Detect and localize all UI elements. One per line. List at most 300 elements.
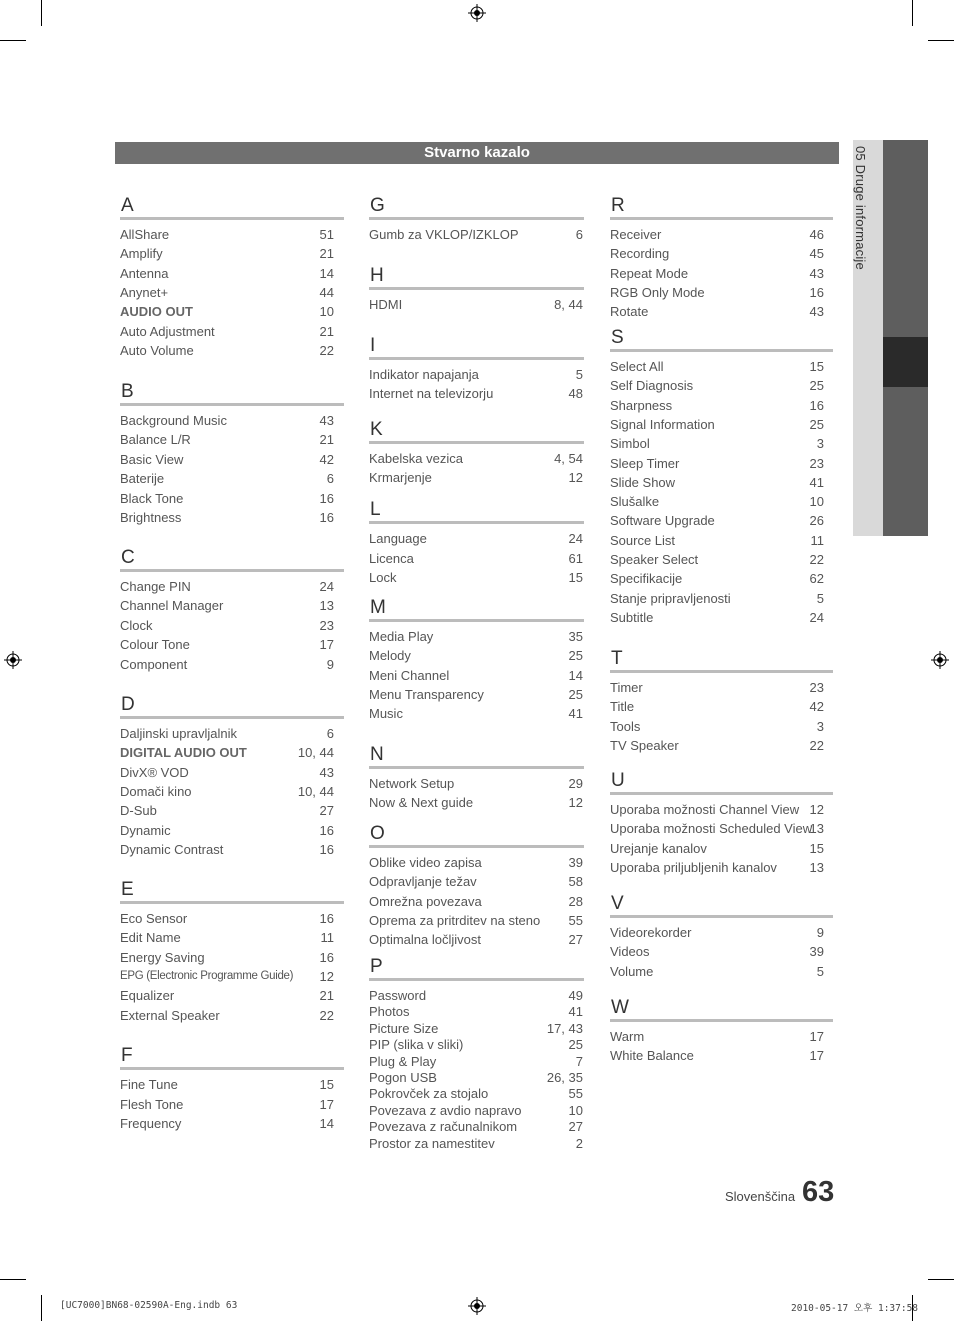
index-page-ref: 11 — [320, 930, 334, 946]
index-entry — [610, 285, 824, 300]
section-letter: I — [370, 335, 376, 356]
index-page-ref: 25 — [809, 378, 824, 394]
index-term: Pogon USB — [369, 1070, 437, 1085]
index-page-ref: 46 — [809, 227, 824, 242]
section-divider — [369, 619, 584, 622]
index-page-ref: 27 — [568, 1119, 583, 1135]
index-entry — [120, 471, 334, 486]
index-entry — [610, 610, 824, 625]
index-page-ref: 15 — [809, 359, 824, 374]
index-page-ref: 16 — [319, 822, 334, 838]
index-term: Basic View — [120, 451, 184, 467]
index-page-ref: 49 — [568, 988, 583, 1003]
section-divider — [120, 716, 344, 719]
index-term: Oblike video zapisa — [369, 855, 482, 870]
index-page-ref: 24 — [319, 579, 334, 594]
index-term: Subtitle — [610, 609, 654, 625]
index-page-ref: 16 — [319, 911, 334, 926]
index-entry — [120, 343, 334, 358]
index-page-ref: 3 — [816, 718, 824, 734]
index-entry — [120, 784, 334, 799]
index-entry — [369, 988, 583, 1003]
section-letter: E — [121, 879, 134, 900]
index-entry — [369, 1070, 583, 1085]
index-term: Indikator napajanja — [369, 367, 479, 382]
index-page-ref: 55 — [568, 1086, 583, 1102]
index-entry — [369, 1021, 583, 1036]
index-page-ref: 61 — [568, 550, 583, 566]
index-page-ref: 45 — [809, 246, 824, 262]
index-page-ref: 7 — [575, 1053, 583, 1069]
index-term: Specifikacije — [610, 571, 683, 587]
index-entry — [369, 932, 583, 947]
index-term: Menu Transparency — [369, 686, 484, 702]
index-entry — [369, 1086, 583, 1101]
index-page-ref: 41 — [809, 474, 824, 490]
index-entry — [610, 699, 824, 714]
index-term: Melody — [369, 648, 411, 664]
index-page-ref: 15 — [319, 1077, 334, 1092]
index-page-ref: 25 — [809, 416, 824, 432]
index-term: Plug & Play — [369, 1053, 437, 1069]
index-term: Tools — [610, 718, 641, 734]
index-term: Warm — [610, 1029, 645, 1044]
index-page-ref: 16 — [319, 510, 334, 525]
index-term: Daljinski upravljalnik — [120, 726, 238, 741]
section-letter: U — [611, 770, 625, 791]
index-entry — [369, 470, 583, 485]
index-page-ref: 10 — [809, 494, 824, 510]
index-page-ref: 43 — [319, 413, 334, 428]
index-page-ref: 6 — [326, 471, 334, 487]
section-letter: C — [121, 547, 135, 568]
index-page-ref: 42 — [319, 451, 334, 467]
index-term: HDMI — [369, 297, 403, 312]
section-letter: F — [121, 1045, 133, 1066]
index-term: Internet na televizorju — [369, 386, 494, 402]
index-term: Picture Size — [369, 1020, 439, 1036]
index-term: Password — [369, 988, 427, 1003]
index-page-ref: 10, 44 — [297, 783, 334, 799]
index-entry — [610, 591, 824, 606]
index-term: Amplify — [120, 246, 163, 262]
index-term: Videorekorder — [610, 925, 692, 940]
index-page-ref: 23 — [809, 455, 824, 471]
index-page-ref: 13 — [319, 598, 334, 614]
index-term: Energy Saving — [120, 949, 205, 965]
index-page-ref: 3 — [816, 436, 824, 452]
index-page-ref: 22 — [809, 738, 824, 754]
index-term: Network Setup — [369, 776, 455, 791]
index-page-ref: 12 — [809, 802, 824, 817]
index-page-ref: 14 — [568, 667, 583, 683]
index-term: Urejanje kanalov — [610, 840, 707, 856]
index-term: Timer — [610, 680, 643, 695]
section-letter: N — [370, 744, 384, 765]
registration-mark-icon — [931, 651, 949, 669]
index-term: Lock — [369, 570, 397, 585]
index-page-ref: 21 — [319, 323, 334, 339]
index-page-ref: 29 — [568, 776, 583, 791]
index-page-ref: 16 — [319, 490, 334, 506]
index-page-ref: 28 — [568, 893, 583, 909]
index-entry — [610, 513, 824, 528]
index-entry — [369, 227, 583, 242]
index-term: Optimalna ločljivost — [369, 932, 481, 948]
index-page-ref: 10, 44 — [297, 745, 334, 761]
index-page-ref: 10 — [319, 304, 334, 320]
section-letter: O — [370, 823, 385, 844]
section-letter: S — [611, 327, 624, 348]
index-term: RGB Only Mode — [610, 284, 705, 300]
index-page-ref: 5 — [575, 367, 583, 382]
section-divider — [610, 915, 833, 918]
index-entry — [369, 855, 583, 870]
index-term: Povezava z računalnikom — [369, 1119, 518, 1135]
index-entry — [369, 1054, 583, 1069]
index-entry — [610, 944, 824, 959]
index-page-ref: 25 — [568, 686, 583, 702]
index-entry — [610, 398, 824, 413]
index-term: AllShare — [120, 227, 170, 242]
page-title: Stvarno kazalo — [115, 142, 839, 164]
index-page-ref: 26, 35 — [546, 1070, 583, 1085]
index-term: Baterije — [120, 471, 165, 487]
index-term: Component — [120, 656, 188, 672]
index-page-ref: 17, 43 — [546, 1020, 583, 1036]
index-page-ref: 35 — [568, 629, 583, 644]
index-term: Background Music — [120, 413, 227, 428]
index-entry — [369, 629, 583, 644]
index-page-ref: 9 — [326, 656, 334, 672]
index-entry — [369, 1004, 583, 1019]
section-divider — [610, 670, 833, 673]
section-letter: W — [611, 997, 629, 1018]
index-entry — [120, 930, 334, 945]
index-term: Stanje pripravljenosti — [610, 590, 731, 606]
index-entry — [369, 706, 583, 721]
index-page-ref: 14 — [319, 1116, 334, 1131]
index-entry — [610, 266, 824, 281]
index-term: Sleep Timer — [610, 455, 680, 471]
index-entry — [120, 988, 334, 1003]
index-entry — [120, 246, 334, 261]
index-entry — [610, 821, 824, 836]
section-letter: T — [611, 648, 623, 669]
index-entry — [369, 570, 583, 585]
index-entry — [120, 413, 334, 428]
index-entry — [369, 551, 583, 566]
index-page-ref: 22 — [809, 552, 824, 567]
index-page-ref: 17 — [319, 1096, 334, 1112]
index-page-ref: 43 — [809, 304, 824, 320]
index-entry — [610, 475, 824, 490]
index-term: Auto Adjustment — [120, 323, 215, 339]
index-term: Povezava z avdio napravo — [369, 1102, 522, 1118]
index-entry — [610, 1029, 824, 1044]
index-page-ref: 62 — [809, 571, 824, 587]
index-term: TV Speaker — [610, 738, 679, 754]
index-page-ref: 6 — [326, 726, 334, 741]
index-entry — [610, 719, 824, 734]
index-page-ref: 21 — [319, 432, 334, 448]
index-term: Rotate — [610, 304, 649, 320]
index-entry — [610, 738, 824, 753]
section-letter: R — [611, 195, 625, 216]
index-term: Music — [369, 706, 403, 722]
index-page-ref: 48 — [568, 386, 583, 402]
index-term: Brightness — [120, 510, 182, 525]
index-term: Language — [369, 531, 427, 546]
index-entry — [369, 531, 583, 546]
side-tab-label: 05 Druge informacije — [853, 146, 868, 270]
index-entry — [120, 803, 334, 818]
index-page-ref: 5 — [816, 590, 824, 606]
section-letter: D — [121, 694, 135, 715]
index-page-ref: 22 — [319, 342, 334, 358]
index-entry — [120, 823, 334, 838]
section-divider — [610, 217, 833, 220]
index-term: Fine Tune — [120, 1077, 178, 1092]
registration-mark-icon — [468, 1297, 486, 1315]
index-page-ref: 43 — [319, 764, 334, 780]
index-page-ref: 10 — [568, 1102, 583, 1118]
section-letter: G — [370, 195, 385, 216]
index-term: Omrežna povezava — [369, 893, 482, 909]
index-entry — [120, 285, 334, 300]
index-page-ref: 17 — [809, 1029, 824, 1044]
section-letter: V — [611, 893, 624, 914]
index-entry — [120, 324, 334, 339]
index-entry — [369, 451, 583, 466]
crop-mark — [912, 0, 913, 26]
index-term: Dynamic — [120, 822, 171, 838]
index-entry — [120, 745, 334, 760]
index-term: Recording — [610, 246, 670, 262]
index-page-ref: 4, 54 — [554, 451, 583, 466]
section-divider — [369, 845, 584, 848]
index-term: Krmarjenje — [369, 470, 432, 486]
index-entry — [120, 491, 334, 506]
section-divider — [369, 217, 584, 220]
index-page-ref: 27 — [568, 932, 583, 948]
index-page-ref: 24 — [809, 609, 824, 625]
index-page-ref: 17 — [809, 1048, 824, 1064]
index-term: Flesh Tone — [120, 1096, 184, 1112]
index-page-ref: 44 — [319, 284, 334, 300]
index-page-ref: 51 — [319, 227, 334, 242]
section-divider — [120, 1067, 344, 1070]
index-entry — [369, 687, 583, 702]
index-term: Simbol — [610, 436, 650, 452]
index-term: Photos — [369, 1004, 410, 1020]
index-entry — [610, 227, 824, 242]
index-page-ref: 23 — [319, 617, 334, 633]
index-term: Gumb za VKLOP/IZKLOP — [369, 227, 519, 242]
index-term: Antenna — [120, 265, 169, 281]
index-entry — [369, 1037, 583, 1052]
index-page-ref: 42 — [809, 699, 824, 715]
index-page-ref: 25 — [568, 1037, 583, 1053]
index-entry — [610, 436, 824, 451]
index-page-ref: 39 — [809, 944, 824, 960]
index-page-ref: 26 — [809, 513, 824, 529]
index-entry — [120, 452, 334, 467]
crop-mark — [0, 1279, 26, 1280]
section-divider — [120, 217, 344, 220]
index-entry — [120, 657, 334, 672]
index-entry — [610, 494, 824, 509]
index-entry — [610, 964, 824, 979]
footer-language: Slovenščina — [725, 1189, 796, 1204]
index-term: Prostor za namestitev — [369, 1135, 495, 1151]
index-page-ref: 58 — [568, 874, 583, 890]
index-page-ref: 15 — [568, 570, 583, 585]
index-term: Software Upgrade — [610, 513, 715, 529]
index-entry — [610, 1048, 824, 1063]
section-letter: A — [121, 195, 134, 216]
index-term: Change PIN — [120, 579, 191, 594]
index-term: Balance L/R — [120, 432, 191, 448]
index-entry — [369, 1136, 583, 1151]
index-term: Oprema za pritrditev na steno — [369, 912, 541, 928]
index-page-ref: 8, 44 — [554, 297, 583, 312]
index-page-ref: 13 — [809, 821, 824, 837]
index-term: External Speaker — [120, 1007, 220, 1023]
index-page-ref: 5 — [816, 963, 824, 979]
index-term: Meni Channel — [369, 667, 450, 683]
index-entry — [610, 571, 824, 586]
index-entry — [120, 1008, 334, 1023]
index-term: Speaker Select — [610, 552, 699, 567]
index-entry — [369, 776, 583, 791]
index-page-ref: 12 — [568, 795, 583, 811]
index-page-ref: 16 — [319, 841, 334, 857]
index-term: White Balance — [610, 1048, 694, 1064]
index-term: Dynamic Contrast — [120, 841, 224, 857]
section-divider — [120, 901, 344, 904]
index-term: Repeat Mode — [610, 265, 689, 281]
index-entry — [369, 1103, 583, 1118]
index-term: PIP (slika v sliki) — [369, 1037, 464, 1053]
index-page-ref: 16 — [809, 284, 824, 300]
index-term: Sharpness — [610, 397, 673, 413]
index-term: Licenca — [369, 550, 414, 566]
index-page-ref: 17 — [319, 637, 334, 653]
section-letter: B — [121, 381, 134, 402]
section-divider — [369, 287, 584, 290]
crop-mark — [41, 1295, 42, 1321]
index-term: Black Tone — [120, 490, 184, 506]
index-page-ref: 11 — [810, 532, 824, 548]
index-term: Videos — [610, 944, 650, 960]
index-entry — [120, 579, 334, 594]
index-page-ref: 39 — [568, 855, 583, 870]
index-entry — [369, 874, 583, 889]
side-tab-marker — [883, 337, 928, 387]
index-entry — [120, 227, 334, 242]
crop-mark — [41, 0, 42, 26]
index-entry — [120, 1097, 334, 1112]
index-entry — [369, 913, 583, 928]
index-page-ref: 43 — [809, 265, 824, 281]
index-page-ref: 24 — [568, 531, 583, 546]
index-term: Edit Name — [120, 930, 181, 946]
index-term: EPG (Electronic Programme Guide) — [120, 969, 294, 982]
index-term: Odpravljanje težav — [369, 874, 477, 890]
index-term: D-Sub — [120, 803, 157, 819]
index-entry — [120, 842, 334, 857]
crop-mark — [928, 1279, 954, 1280]
index-term: Self Diagnosis — [610, 378, 694, 394]
section-divider — [369, 978, 584, 981]
index-term: Anynet+ — [120, 284, 169, 300]
index-page-ref: 27 — [319, 803, 334, 819]
index-page-ref: 21 — [319, 246, 334, 262]
index-page-ref: 22 — [319, 1007, 334, 1023]
index-entry — [610, 456, 824, 471]
crop-mark — [0, 40, 26, 41]
index-entry — [369, 795, 583, 810]
index-page-ref: 41 — [568, 706, 583, 722]
index-entry — [610, 925, 824, 940]
index-entry — [120, 726, 334, 741]
index-entry — [610, 860, 824, 875]
index-entry — [120, 618, 334, 633]
index-entry — [120, 1077, 334, 1092]
index-term: Pokrovček za stojalo — [369, 1086, 489, 1102]
index-page-ref: 6 — [575, 227, 583, 242]
print-timestamp: 2010-05-17 오후 1:37:58 — [791, 1303, 919, 1314]
index-page-ref: 23 — [809, 680, 824, 695]
index-entry — [610, 533, 824, 548]
section-divider — [120, 403, 344, 406]
section-divider — [610, 1019, 833, 1022]
index-term: DIGITAL AUDIO OUT — [120, 745, 247, 761]
index-entry — [610, 417, 824, 432]
section-divider — [120, 569, 344, 572]
index-term: Receiver — [610, 227, 662, 242]
index-page-ref: 2 — [575, 1135, 583, 1151]
index-term: Uporaba priljubljenih kanalov — [610, 860, 777, 876]
index-entry — [120, 1116, 334, 1131]
section-divider — [610, 349, 833, 352]
index-page-ref: 55 — [568, 912, 583, 928]
registration-mark-icon — [468, 4, 486, 22]
index-page-ref: 15 — [809, 840, 824, 856]
index-entry — [610, 841, 824, 856]
index-entry — [369, 648, 583, 663]
index-page-ref: 16 — [809, 397, 824, 413]
index-entry — [369, 894, 583, 909]
index-page-ref: 9 — [816, 925, 824, 940]
index-entry — [610, 359, 824, 374]
index-page-ref: 13 — [809, 860, 824, 876]
index-entry — [120, 432, 334, 447]
index-term: Clock — [120, 617, 153, 633]
index-entry — [369, 1119, 583, 1134]
index-entry — [120, 598, 334, 613]
print-file-info: [UC7000]BN68-02590A-Eng.indb 63 — [60, 1300, 238, 1311]
index-entry — [610, 246, 824, 261]
section-letter: L — [370, 499, 381, 520]
index-term: Eco Sensor — [120, 911, 188, 926]
index-page-ref: 12 — [319, 968, 334, 984]
index-term: Source List — [610, 532, 676, 548]
index-entry — [610, 680, 824, 695]
index-entry — [369, 297, 583, 312]
index-entry — [369, 668, 583, 683]
